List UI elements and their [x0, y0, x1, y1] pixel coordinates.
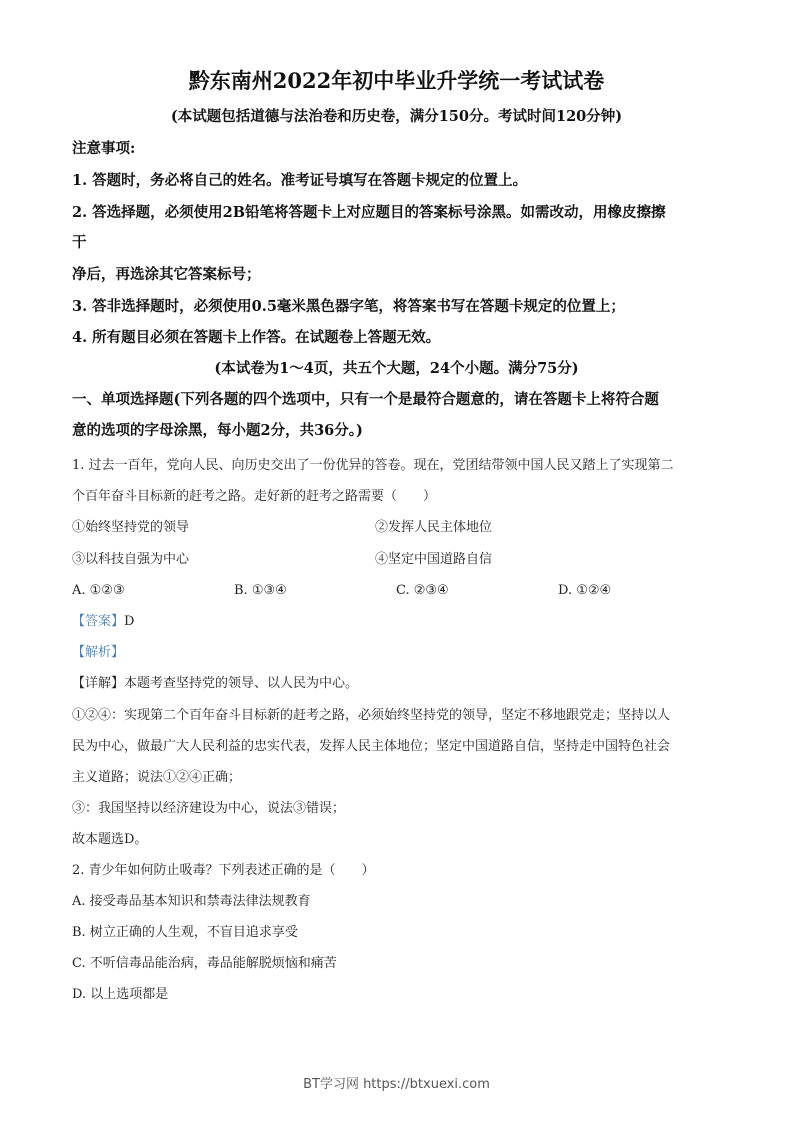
notice-item-4: 4. 所有题目必须在答题卡上作答。在试题卷上答题无效。 — [72, 329, 441, 346]
q2-option-a: A. 接受毒品基本知识和禁毒法律法规教育 — [72, 894, 311, 909]
q1-stem-line2: 个百年奋斗目标新的赶考之路。走好新的赶考之路需要（ ） — [72, 489, 437, 504]
q2-stem: 2. 青少年如何防止吸毒？下列表述正确的是（ ） — [72, 863, 375, 878]
q1-option-c: C. ②③④ — [396, 583, 449, 598]
q2-option-d: D. 以上选项都是 — [72, 987, 169, 1002]
q2-option-b: B. 树立正确的人生观，不盲目追求享受 — [72, 925, 298, 940]
q1-explanation-5: 故本题选D。 — [72, 832, 148, 847]
q1-stem-line1: 1. 过去一百年，党向人民、向历史交出了一份优异的答卷。现在，党团结带领中国人民又踏上了实现第二 — [72, 458, 674, 473]
notice-item-1: 1. 答题时，务必将自己的姓名。准考证号填写在答题卡规定的位置上。 — [72, 172, 528, 189]
q1-answer — [72, 615, 134, 628]
detail-tag: 【详解】 — [72, 676, 125, 691]
q1-option-d: D. ①②④ — [558, 583, 612, 598]
q1-option-a: A. ①②③ — [72, 583, 125, 598]
q2-option-c: C. 不听信毒品能治病，毒品能解脱烦恼和痛苦 — [72, 956, 337, 971]
section1-heading-line2: 意的选项的字母涂黑，每小题2分，共36分。) — [72, 422, 363, 439]
notice-item-2: 2. 答选择题，必须使用2B铅笔将答题卡上对应题目的答案标号涂黑。如需改动，用橡皮擦擦 — [72, 204, 666, 221]
q1-analysis — [72, 646, 124, 659]
q1-explanation-3: 主义道路；说法①②④正确； — [72, 770, 242, 785]
q1-explanation-1: ①②④：实现第二个百年奋斗目标新的赶考之路，必须始终坚持党的领导，坚定不移地跟党走；坚持以人 — [72, 708, 671, 723]
paper-info: (本试卷为1～4页，共五个大题，24个小题。满分75分) — [214, 360, 579, 377]
notice-item-2-wrap-b: 净后，再选涂其它答案标号； — [72, 266, 261, 283]
footer-watermark: BT学习网 https://btxuexi.com — [303, 1077, 490, 1092]
q1-statement-3: ③以科技自强为中心 — [72, 552, 190, 567]
q1-detail — [72, 677, 358, 690]
notice-item-2-wrap-a: 干 — [72, 234, 87, 251]
q1-explanation-2: 民为中心，做最广大人民利益的忠实代表，发挥人民主体地位；坚定中国道路自信，坚持走中国特色社会 — [72, 739, 671, 754]
page-title: 黔东南州2022年初中毕业升学统一考试试卷 — [188, 68, 605, 93]
q1-statement-4: ④坚定中国道路自信 — [375, 552, 493, 567]
q1-statement-2: ②发挥人民主体地位 — [375, 520, 493, 535]
answer-value: D — [124, 614, 135, 629]
notice-heading: 注意事项: — [72, 140, 136, 157]
q1-explanation-4: ③：我国坚持以经济建设为中心，说法③错误； — [72, 801, 346, 816]
page-subtitle: (本试题包括道德与法治卷和历史卷，满分150分。考试时间120分钟) — [170, 108, 623, 125]
analysis-tag: 【解析】 — [72, 645, 125, 660]
section1-heading-line1: 一、单项选择题(下列各题的四个选项中，只有一个是最符合题意的，请在答题卡上将符合题 — [72, 391, 659, 408]
detail-intro: 本题考查坚持党的领导、以人民为中心。 — [124, 676, 359, 691]
q1-statement-1: ①始终坚持党的领导 — [72, 520, 190, 535]
answer-tag: 【答案】 — [72, 614, 125, 629]
q1-option-b: B. ①③④ — [234, 583, 287, 598]
notice-item-3: 3. 答非选择题时，必须使用0.5毫米黑色器字笔，将答案书写在答题卡规定的位置上； — [72, 298, 625, 315]
